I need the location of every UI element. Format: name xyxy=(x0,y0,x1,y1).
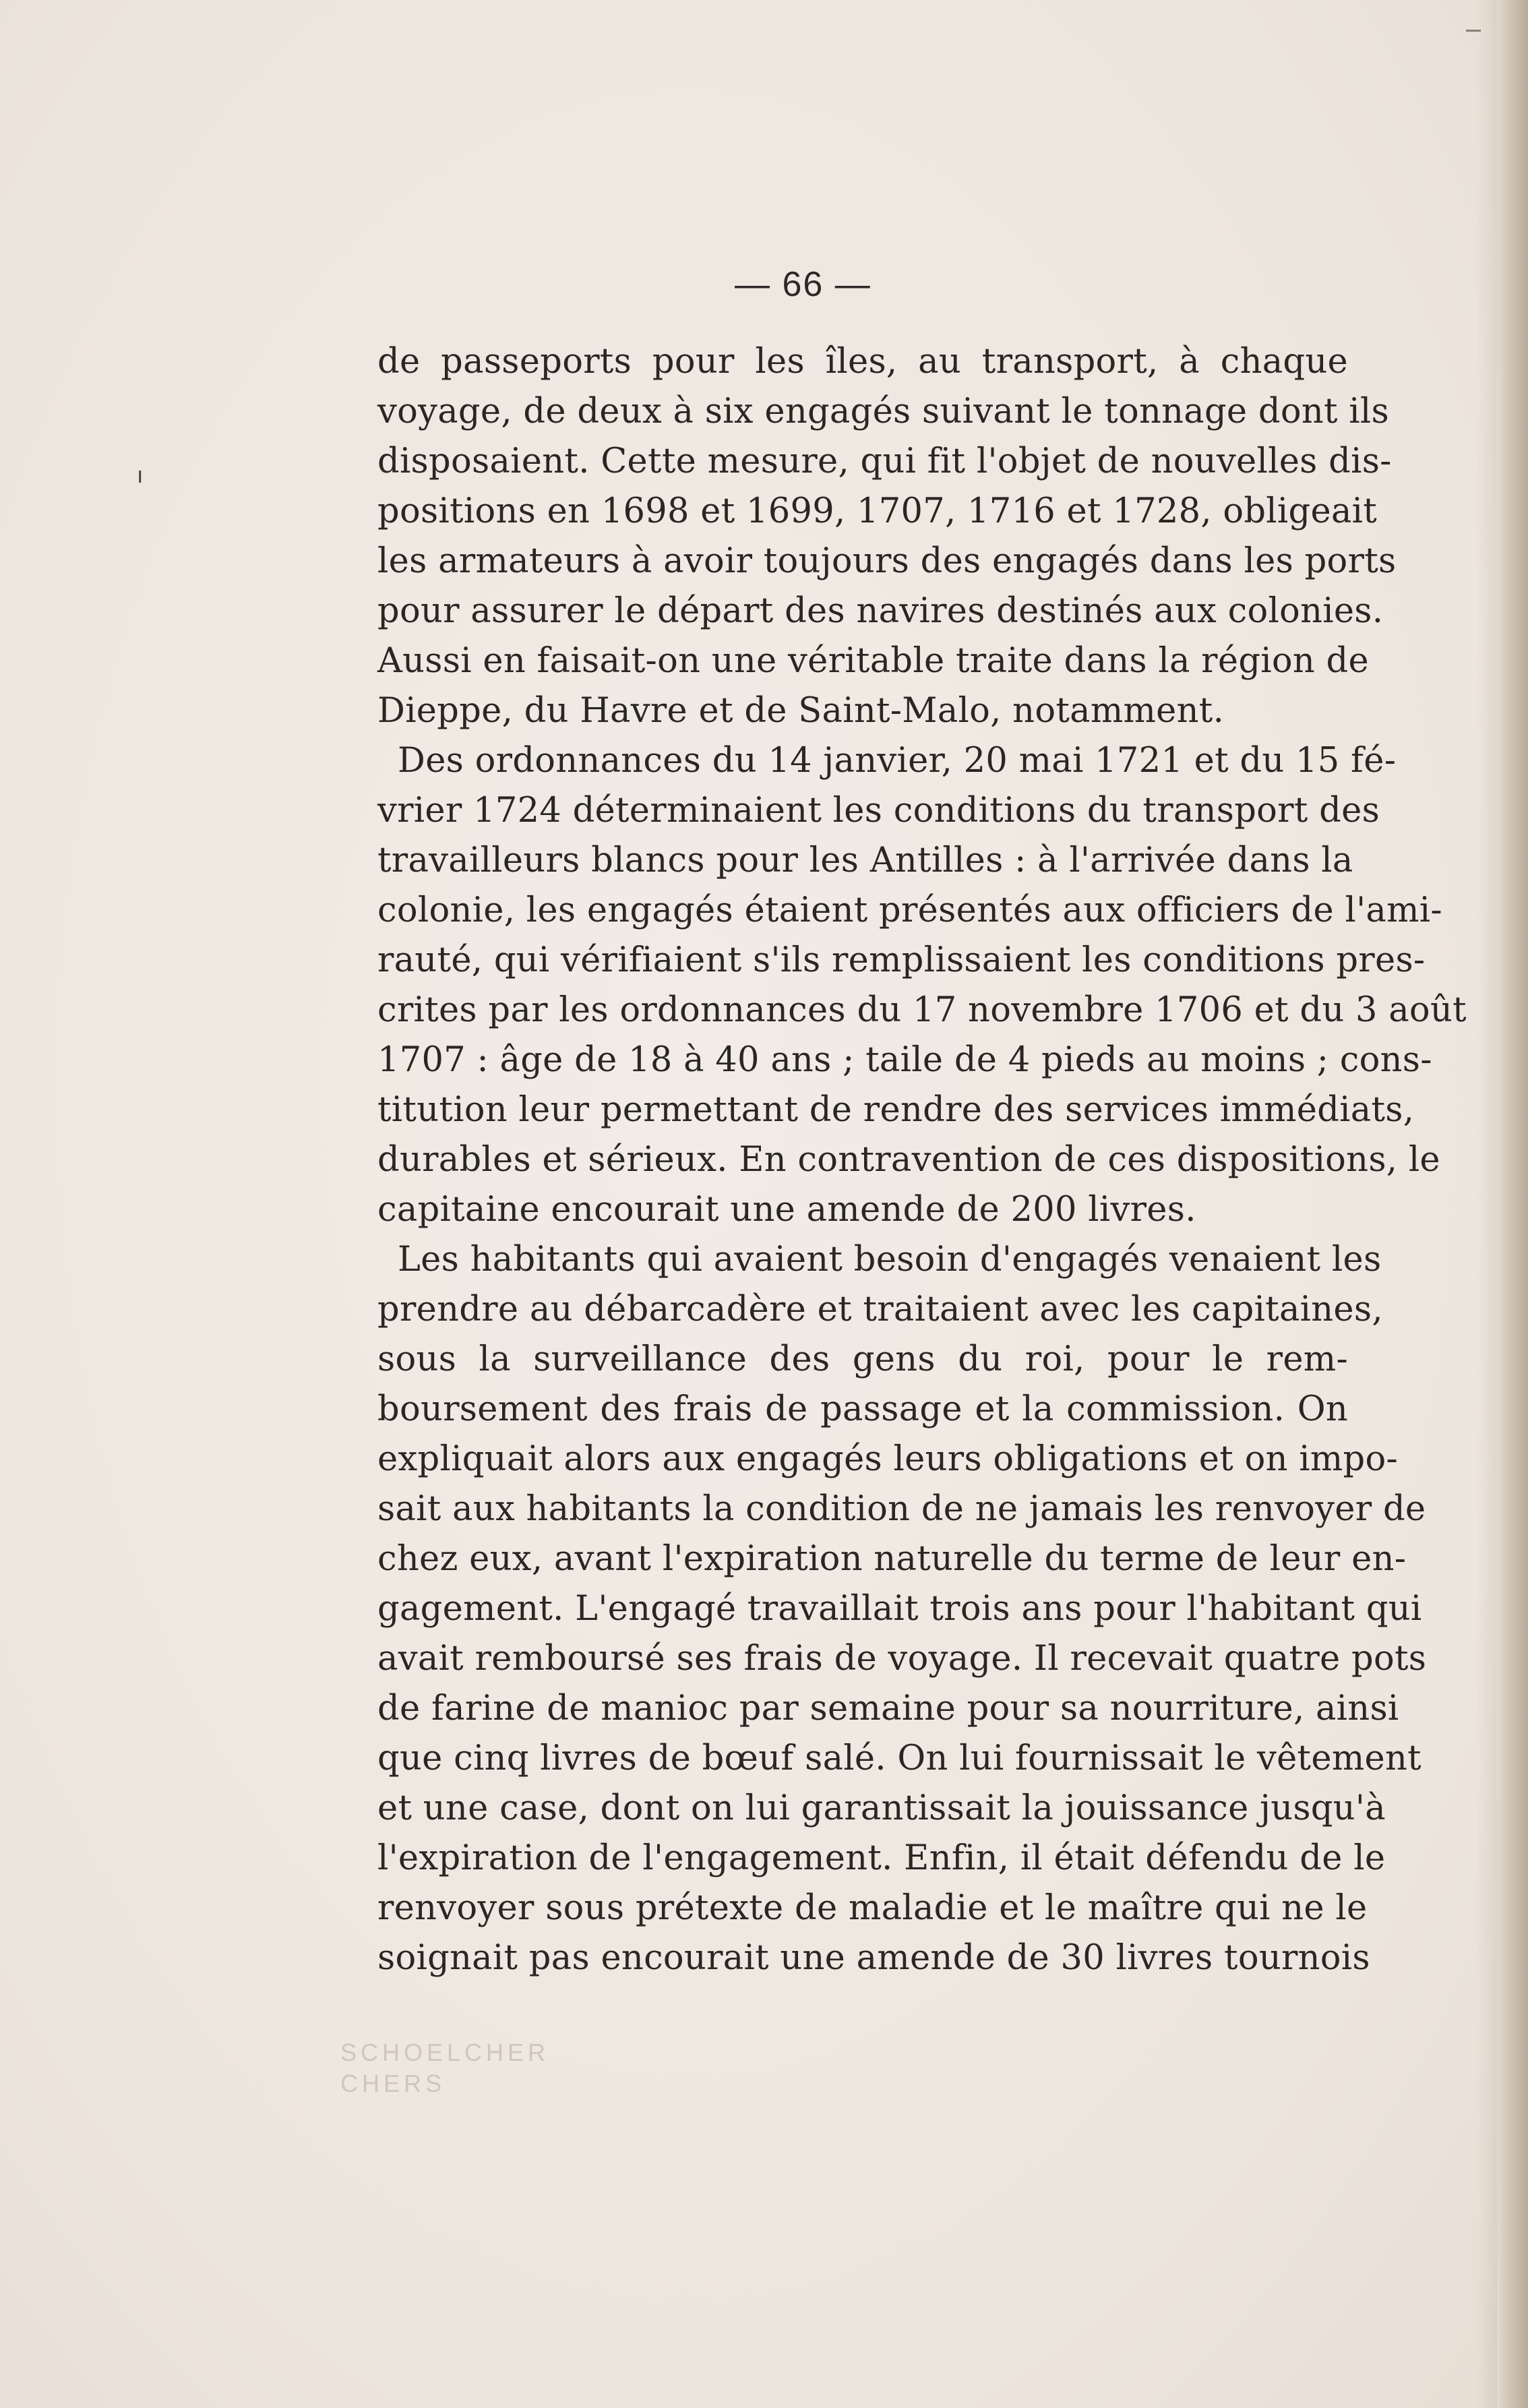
text-line: Dieppe, du Havre et de Saint-Malo, notamment. xyxy=(377,691,1225,731)
stamp-line: CHERS xyxy=(340,2070,446,2097)
text-line: avait remboursé ses frais de voyage. Il recevait quatre pots xyxy=(377,1639,1427,1679)
page-gutter-shadow xyxy=(1477,0,1497,2408)
text-line: que cinq livres de bœuf salé. On lui fournissait le vêtement xyxy=(377,1739,1422,1778)
text-line: titution leur permettant de rendre des services immédiats, xyxy=(377,1090,1415,1130)
text-line: soignait pas encourait une amende de 30 livres tournois xyxy=(377,1938,1370,1978)
text-line: renvoyer sous prétexte de maladie et le maître qui ne le xyxy=(377,1888,1368,1928)
library-stamp xyxy=(340,2037,549,2099)
text-line: gagement. L'engagé travaillait trois ans pour l'habitant qui xyxy=(377,1589,1422,1629)
text-line: voyage, de deux à six engagés suivant le tonnage dont ils xyxy=(377,392,1389,431)
text-line: l'expiration de l'engagement. Enfin, il était défendu de le xyxy=(377,1838,1386,1878)
text-line: positions en 1698 et 1699, 1707, 1716 et 1728, obligeait xyxy=(377,491,1378,531)
text-line: boursement des frais de passage et la commission. On xyxy=(377,1389,1348,1429)
text-line: Aussi en faisait-on une véritable traite dans la région de xyxy=(377,641,1369,681)
text-line: colonie, les engagés étaient présentés aux officiers de l'ami- xyxy=(377,891,1442,930)
margin-mark: ı xyxy=(137,462,144,488)
text-line: et une case, dont on lui garantissait la jouissance jusqu'à xyxy=(377,1788,1386,1828)
text-line: expliquait alors aux engagés leurs obligations et on impo- xyxy=(377,1439,1399,1479)
text-line: Les habitants qui avaient besoin d'engagés venaient les xyxy=(398,1240,1382,1280)
text-line: pour assurer le départ des navires destinés aux colonies. xyxy=(377,591,1384,631)
text-line: chez eux, avant l'expiration naturelle du terme de leur en- xyxy=(377,1539,1407,1579)
text-line: sait aux habitants la condition de ne jamais les renvoyer de xyxy=(377,1489,1426,1529)
text-line: sous la surveillance des gens du roi, pour le rem- xyxy=(377,1340,1348,1379)
text-line: durables et sérieux. En contravention de ces dispositions, le xyxy=(377,1140,1440,1180)
page-edge xyxy=(1497,0,1528,2408)
text-line: rauté, qui vérifiaient s'ils remplissaient les conditions pres- xyxy=(377,940,1426,980)
corner-mark xyxy=(1466,30,1481,32)
body-text xyxy=(377,337,1467,1983)
text-line: travailleurs blancs pour les Antilles : à l'arrivée dans la xyxy=(377,841,1353,880)
page-number: — 66 — xyxy=(735,265,872,304)
text-line: capitaine encourait une amende de 200 livres. xyxy=(377,1190,1196,1230)
text-line: crites par les ordonnances du 17 novembre 1706 et du 3 août xyxy=(377,990,1467,1030)
text-line: disposaient. Cette mesure, qui fit l'objet de nouvelles dis- xyxy=(377,442,1392,481)
stamp-line: SCHOELCHER xyxy=(340,2039,550,2066)
text-line: Des ordonnances du 14 janvier, 20 mai 1721 et du 15 fé- xyxy=(398,741,1397,781)
text-line: vrier 1724 déterminaient les conditions du transport des xyxy=(377,791,1380,831)
text-line: les armateurs à avoir toujours des engagés dans les ports xyxy=(377,541,1397,581)
text-line: 1707 : âge de 18 à 40 ans ; taile de 4 pieds au moins ; cons- xyxy=(377,1040,1432,1080)
text-line: de passeports pour les îles, au transport, à chaque xyxy=(377,342,1348,382)
text-line: de farine de manioc par semaine pour sa nourriture, ainsi xyxy=(377,1689,1399,1728)
text-line: prendre au débarcadère et traitaient avec les capitaines, xyxy=(377,1290,1383,1329)
